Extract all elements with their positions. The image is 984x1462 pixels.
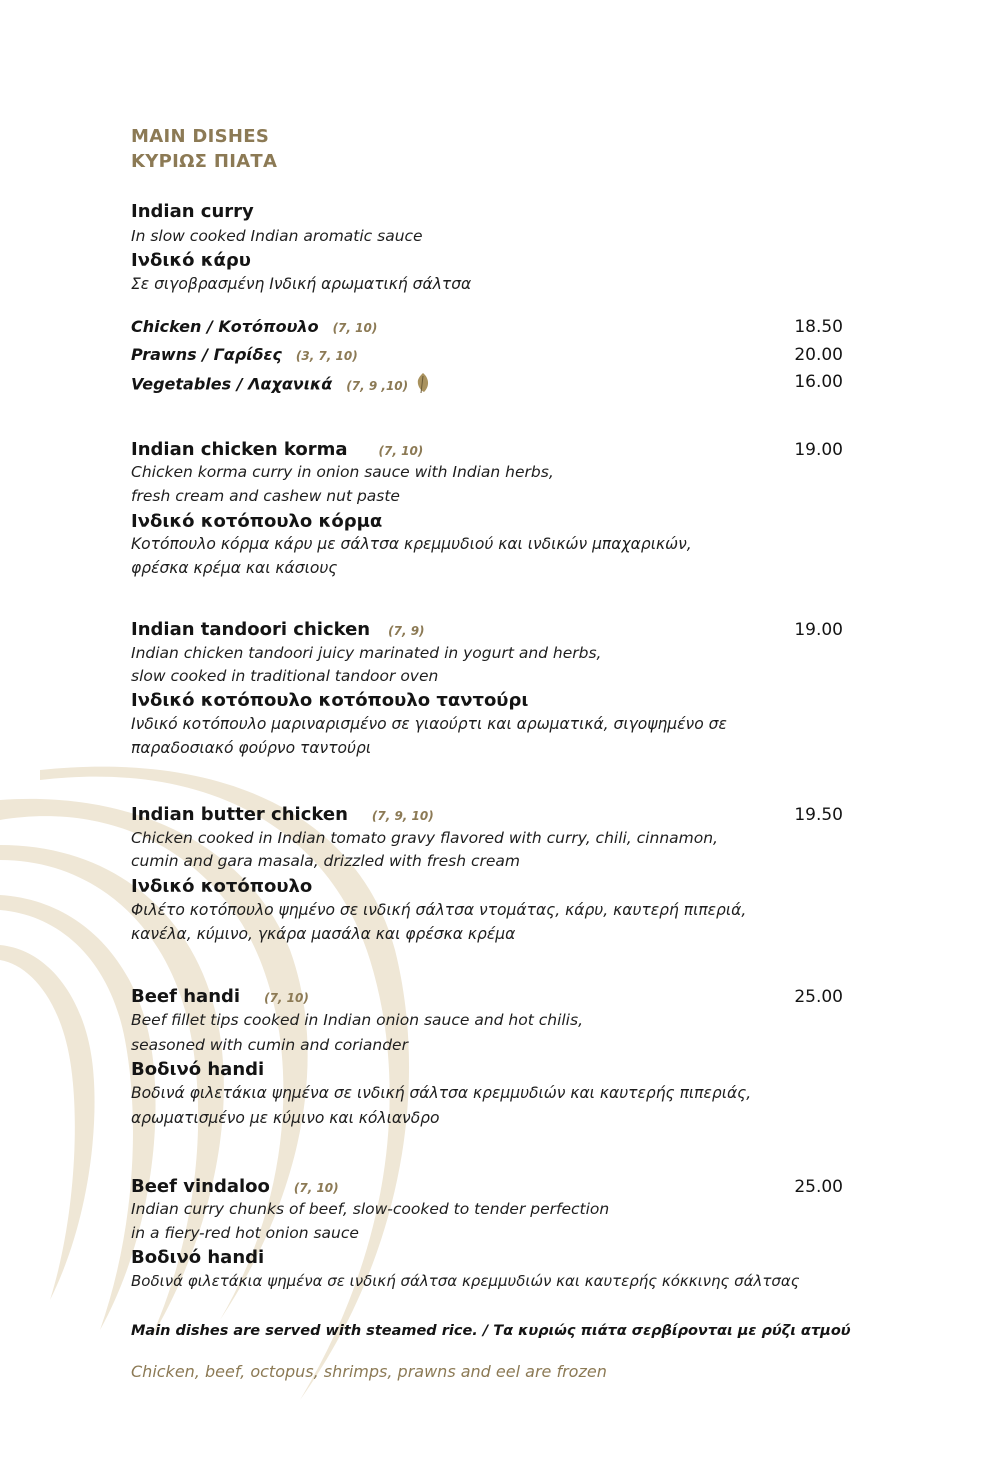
dish-price: 25.00 bbox=[794, 1177, 843, 1197]
dish-description-gr: Βοδινά φιλετάκια ψημένα σε ινδική σάλτσα κρεμμυδιών και καυτερής πιπεριάς, bbox=[131, 1084, 752, 1102]
dish-description-gr: φρέσκα κρέμα και κάσιους bbox=[131, 559, 338, 577]
dish-title-gr: Ινδικό κοτόπουλο κόρμα bbox=[131, 511, 383, 532]
dish-description-en: slow cooked in traditional tandoor oven bbox=[131, 667, 439, 685]
dish-title-gr: Βοδινό handi bbox=[131, 1059, 265, 1080]
dish-description-en: fresh cream and cashew nut paste bbox=[131, 487, 400, 505]
dish-description-en: Beef fillet tips cooked in Indian onion sauce and hot chilis, bbox=[131, 1011, 583, 1029]
dish-title-gr: Ινδικό κάρυ bbox=[131, 250, 251, 271]
allergen-codes: (7, 10) bbox=[378, 444, 424, 458]
dish-description-en: cumin and gara masala, drizzled with fresh cream bbox=[131, 852, 520, 870]
variant-price: 18.50 bbox=[794, 317, 843, 337]
dish-title-en bbox=[131, 804, 434, 825]
dish-title-gr: Ινδικό κοτόπουλο bbox=[131, 876, 313, 897]
curry-variant-vegetables bbox=[131, 372, 430, 398]
curry-variant-prawns bbox=[131, 345, 358, 364]
dish-description-en: In slow cooked Indian aromatic sauce bbox=[131, 227, 423, 245]
dish-title-en bbox=[131, 619, 425, 640]
dish-description-gr: Βοδινά φιλετάκια ψημένα σε ινδική σάλτσα κρεμμυδιών και καυτερής κόκκινης σάλτσας bbox=[131, 1272, 800, 1290]
dish-description-gr: αρωματισμένο με κύμινο και κόλιανδρο bbox=[131, 1109, 440, 1127]
dish-description-en: Chicken cooked in Indian tomato gravy flavored with curry, chili, cinnamon, bbox=[131, 829, 718, 847]
variant-name: Prawns / Γαρίδες bbox=[131, 345, 282, 364]
dish-title-gr: Βοδινό handi bbox=[131, 1247, 265, 1268]
dish-description-gr: Ινδικό κοτόπουλο μαριναρισμένο σε γιαούρτι και αρωματικά, σιγοψημένο σε bbox=[131, 715, 727, 733]
allergen-codes: (7, 10) bbox=[332, 321, 378, 335]
dish-price: 19.50 bbox=[794, 805, 843, 825]
dish-name: Indian chicken korma bbox=[131, 439, 348, 460]
allergen-codes: (7, 9 ,10) bbox=[346, 378, 409, 393]
dish-description-en: Indian chicken tandoori juicy marinated in yogurt and herbs, bbox=[131, 644, 602, 662]
rice-note: Main dishes are served with steamed rice. / Τα κυριώς πιάτα σερβίρονται με ρύζι ατμού bbox=[131, 1323, 851, 1339]
swoosh-stripe bbox=[0, 945, 95, 1300]
allergen-codes: (7, 9, 10) bbox=[371, 809, 434, 823]
dish-description-en: Chicken korma curry in onion sauce with Indian herbs, bbox=[131, 463, 554, 481]
dish-price: 19.00 bbox=[794, 440, 843, 460]
dish-title-en bbox=[131, 986, 309, 1007]
dish-description-en: in a fiery-red hot onion sauce bbox=[131, 1224, 359, 1242]
allergen-codes: (7, 10) bbox=[293, 1181, 339, 1195]
allergen-codes: (7, 9) bbox=[388, 624, 425, 638]
allergen-codes: (7, 10) bbox=[264, 991, 309, 1005]
variant-name: Chicken / Κοτόπουλο bbox=[131, 317, 319, 336]
dish-price: 25.00 bbox=[794, 987, 843, 1007]
allergen-codes: (3, 7, 10) bbox=[295, 349, 358, 363]
variant-name: Vegetables / Λαχανικά bbox=[131, 374, 333, 394]
dish-description-gr: Κοτόπουλο κόρμα κάρυ με σάλτσα κρεμμυδιού και ινδικών μπαχαρικών, bbox=[131, 535, 692, 553]
leaf-icon bbox=[416, 372, 430, 398]
dish-description-gr: κανέλα, κύμινο, γκάρα μασάλα και φρέσκα κρέμα bbox=[131, 925, 516, 943]
frozen-note: Chicken, beef, octopus, shrimps, prawns and eel are frozen bbox=[131, 1362, 607, 1381]
dish-description-gr: παραδοσιακό φούρνο ταντούρι bbox=[131, 739, 372, 757]
dish-title-en bbox=[131, 1176, 339, 1197]
dish-title-en bbox=[131, 439, 423, 460]
variant-price: 16.00 bbox=[794, 372, 843, 392]
dish-name: Indian tandoori chicken bbox=[131, 619, 371, 640]
dish-name: Beef handi bbox=[131, 986, 241, 1007]
section-heading-en: MAIN DISHES bbox=[131, 126, 270, 147]
dish-description-gr: Σε σιγοβρασμένη Ινδική αρωματική σάλτσα bbox=[131, 275, 472, 293]
curry-variant-chicken bbox=[131, 317, 377, 336]
dish-name: Indian butter chicken bbox=[131, 804, 348, 825]
dish-description-en: seasoned with cumin and coriander bbox=[131, 1036, 408, 1054]
dish-title-en: Indian curry bbox=[131, 201, 254, 222]
dish-title-gr: Ινδικό κοτόπουλο κοτόπουλο ταντούρι bbox=[131, 690, 529, 711]
dish-name: Beef vindaloo bbox=[131, 1176, 270, 1197]
dish-description-gr: Φιλέτο κοτόπουλο ψημένο σε ινδική σάλτσα ντομάτας, κάρυ, καυτερή πιπεριά, bbox=[131, 901, 747, 919]
dish-description-en: Indian curry chunks of beef, slow-cooked to tender perfection bbox=[131, 1200, 610, 1218]
section-heading-gr: ΚΥΡΙΩΣ ΠΙΑΤΑ bbox=[131, 151, 278, 172]
dish-price: 19.00 bbox=[794, 620, 843, 640]
variant-price: 20.00 bbox=[794, 345, 843, 365]
